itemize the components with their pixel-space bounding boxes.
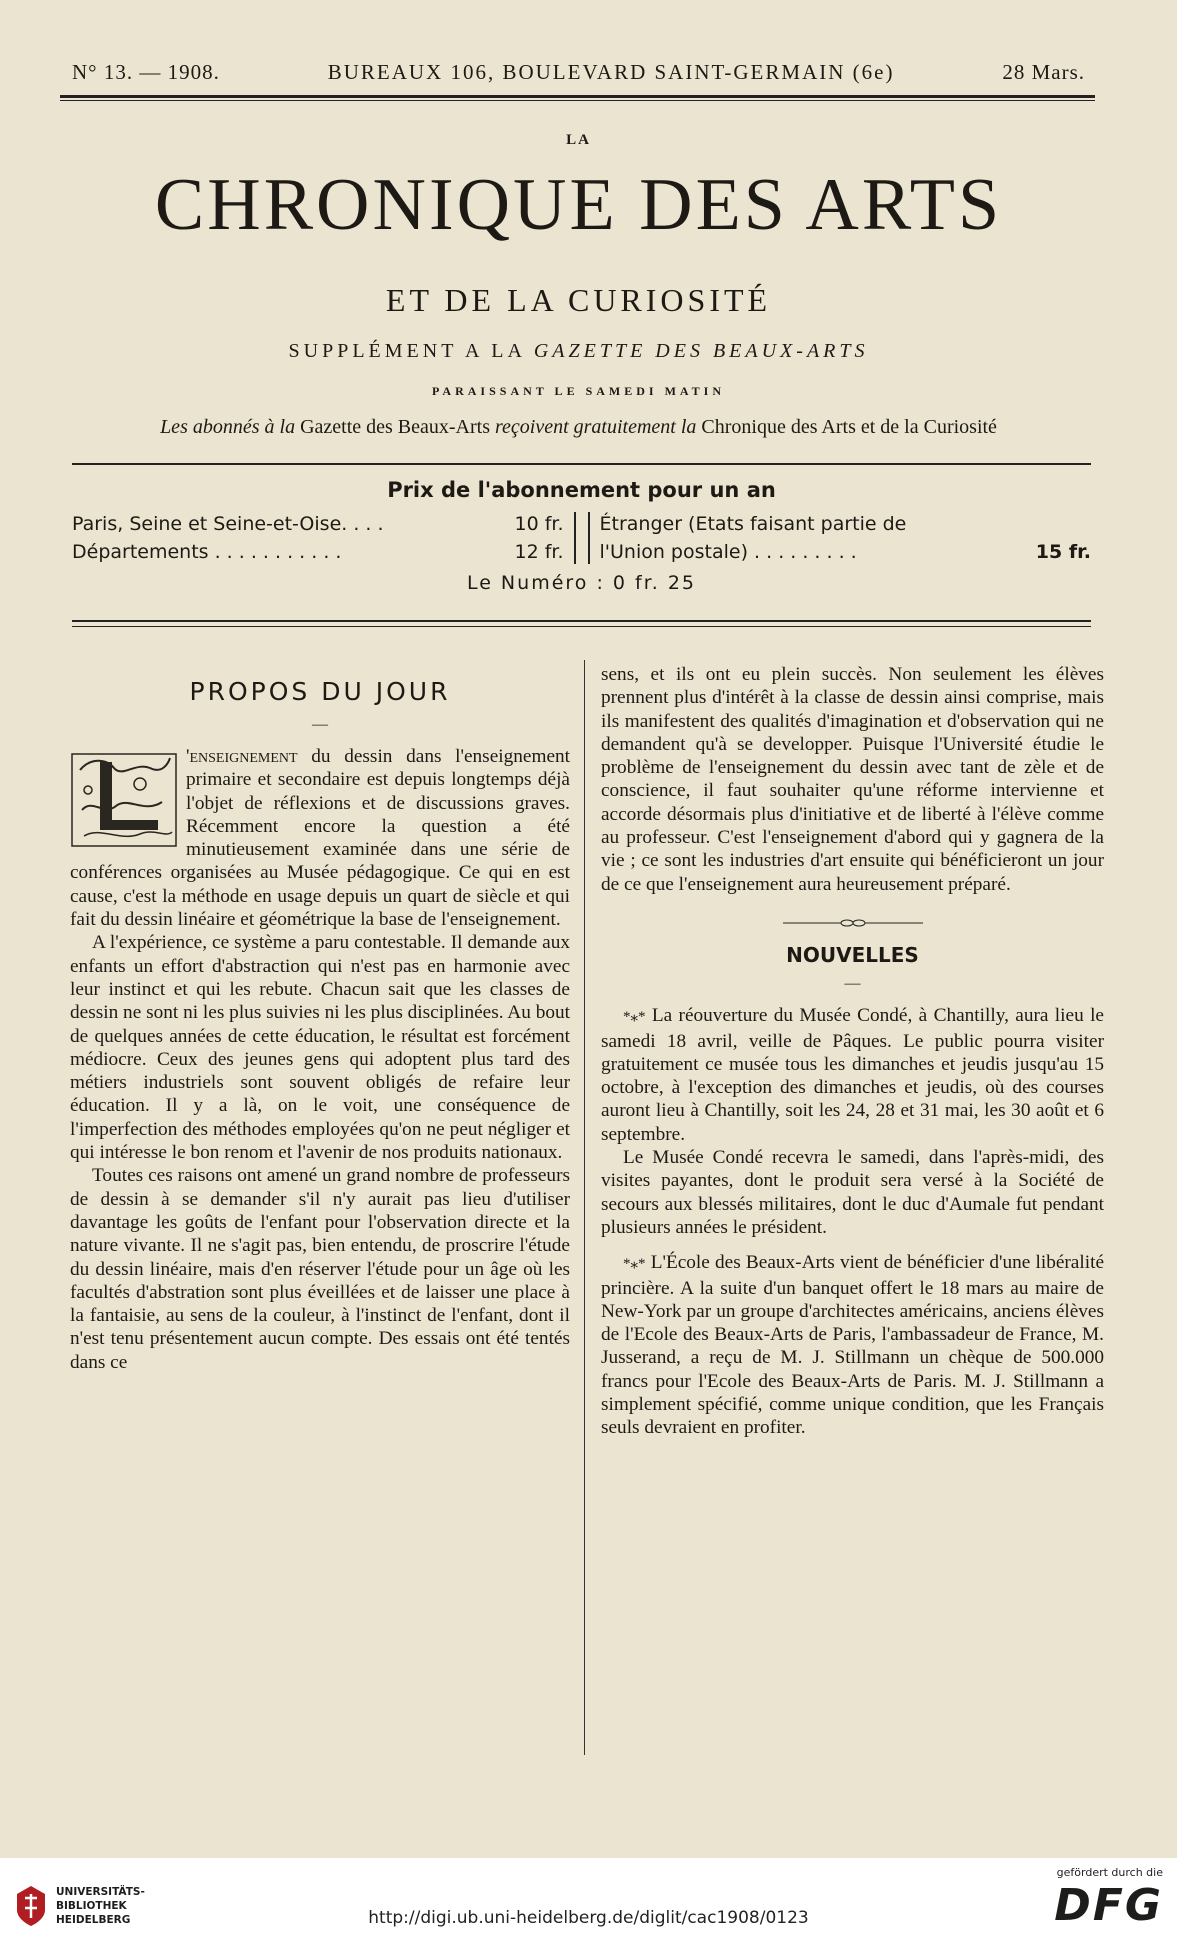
price-value-etranger: 15 fr. (1035, 541, 1091, 563)
propos-title: PROPOS DU JOUR (189, 677, 451, 706)
price-label-paris: Paris, Seine et Seine-et-Oise. . . . (72, 513, 384, 535)
issue-header (72, 60, 1085, 85)
section-separator-ornament (601, 912, 1104, 924)
price-label-etranger-2: l'Union postale) . . . . . . . . . (599, 541, 857, 563)
library-name-line-2: BIBLIOTHEK (56, 1900, 127, 1912)
subscription-heading: Prix de l'abonnement pour un an (387, 478, 776, 502)
nouvelles-title-dash: — (844, 975, 861, 993)
dfg-logo[interactable] (1023, 1866, 1163, 1933)
propos-lead-word: 'enseignement (186, 746, 298, 767)
asterism-2: *⁎* (623, 1256, 646, 1273)
bureaux-address: BUREAUX 106, BOULEVARD SAINT-GERMAIN (6e) (327, 60, 895, 84)
library-name-line-3: HEIDELBERG (56, 1914, 131, 1926)
publication-schedule: PARAISSANT LE SAMEDI MATIN (431, 384, 726, 398)
subscribers-note-part-4: Chronique des Arts et de la Curiosité (701, 416, 997, 438)
left-column (70, 663, 570, 1374)
price-row-paris (72, 510, 564, 538)
supplement-gazette: GAZETTE DES BEAUX-ARTS (533, 340, 869, 362)
subscription-box (72, 478, 1091, 594)
propos-p4: sens, et ils ont eu plein succès. Non seulement les élèves prennent plus d'intérêt à la classe de dessin ainsi comprise, mais ils manifestent des qualités d'imagination et d'observation qui ne demandent qu'à se developper. Puisque l'Université étudie le problème de l'enseignement du dessin avec tant de zèle et de conscience, il faut souhaiter qu'une réforme intervienne et accorde désormais plus d'initiative et de liberté à l'élève comme au professeur. C'est l'enseignement d'abord qui y gagnera de la vie ; ce sont les industries d'art ensuite qui bénéficieront un jour de ce que l'enseignement aura heureusement préparé. (601, 664, 1104, 895)
nouvelle-2-text: L'École des Beaux-Arts vient de bénéficier d'une libéralité princière. A la suite d'un banquet offert le 18 mars au maire de New-York par un groupe d'architectes américains, anciens élèves de l'Ecole des Beaux-Arts de Paris, l'ambassadeur de France, M. Jusserand, a reçu de M. J. Stillmann un chèque de 500.000 francs pour l'Ecole des Beaux-Arts de Paris. M. J. Stillmann a simplement spécifié, comme unique condition, que les Français seuls devraient en profiter. (601, 1252, 1104, 1439)
price-value-departements: 12 fr. (514, 541, 564, 563)
double-bar-divider (574, 512, 590, 564)
subscribers-note-part-2: Gazette des Beaux-Arts (300, 416, 490, 438)
propos-p1-text: du dessin dans l'enseignement primaire et secondaire est depuis longtemps déjà l'objet de réflexions et de discussions graves. Récemment encore la question a été minutieusement examinée dans une série de conférences organisées au Musée pédagogique. Ce qui en est cause, c'est la méthode en usage depuis un quart de siècle et qui fait du dessin linéaire et géométrique la base de l'enseignement. (70, 746, 570, 931)
subscription-prices (72, 510, 1091, 566)
header-rule-thin (60, 100, 1095, 101)
digitization-footer (0, 1858, 1177, 1950)
issue-date: 28 Mars. (1002, 60, 1085, 84)
price-label-etranger-1: Étranger (Etats faisant partie de (599, 513, 907, 535)
subscribers-note (60, 416, 1097, 439)
ornamental-dropcap-l-icon (70, 750, 178, 850)
propos-first-paragraph (70, 745, 570, 931)
propos-p2: A l'expérience, ce système a paru contestable. Il demande aux enfants un effort d'abstraction qui n'est pas en harmonie avec leur instinct et qui les rebute. Chacun sait que les classes de dessin ne sont ni les plus suivies ni les plus disciplinées. Au bout de quelques années de cette éducation, le résultat est forcément médiocre. Ceux des jeunes gens qui adoptent plus tard des métiers industriels sont souvent obligés de refaire leur éducation. Il y a là, on le voit, une conséquence de l'imperfection des méthodes employées qu'on ne peut négliger et qui intéresse le bon renom et l'avenir de nos produits nationaux. (70, 932, 570, 1164)
price-label-departements: Départements . . . . . . . . . . . (72, 541, 342, 563)
masthead-article: LA (566, 132, 591, 148)
nouvelle-1-text: La réouverture du Musée Condé, à Chantilly, aura lieu le samedi 18 avril, veille de Pâques. Le public pourra visiter gratuitement ce musée tous les dimanches et jeudis jusqu'au 15 octobre, à l'exception des dimanches et jeudis, où des courses auront lieu à Chantilly, soit les 24, 28 et 31 mai, les 30 août et 6 septembre. (601, 1005, 1104, 1145)
price-row-etranger-1 (600, 510, 1092, 538)
supplement-prefix: SUPPLÉMENT A LA (288, 340, 525, 362)
nouvelle-1-continued: Le Musée Condé recevra le samedi, dans l'après-midi, des visites payantes, dont le produit sera versé à la Société de secours aux blessés militaires, dont le duc d'Aumale fut pendant plusieurs années le président. (601, 1147, 1104, 1238)
issue-number: N° 13. — 1908. (72, 60, 220, 84)
masthead-title: CHRONIQUE DES ARTS (154, 164, 1003, 246)
nouvelle-2 (601, 1251, 1104, 1439)
permalink-url[interactable]: http://digi.ub.uni-heidelberg.de/diglit/cac1908/0123 (368, 1908, 809, 1928)
foreign-prices (600, 510, 1092, 566)
price-row-etranger-2 (600, 538, 1092, 566)
flourish-divider-icon (783, 917, 923, 929)
library-name-line-1: UNIVERSITÄTS- (56, 1886, 145, 1898)
header-rule (60, 95, 1095, 98)
propos-p3: Toutes ces raisons ont amené un grand nombre de professeurs de dessin à se demander s'il n'y aurait pas lieu d'utiliser davantage les goûts de l'enfant pour l'observation directe et la nature vivante. Il ne s'agit pas, bien entendu, de proscrire l'étude du dessin linéaire, mais d'en réserver l'étude pour un âge où les facultés d'abstration sont plus éveillées et de laisser une place à la fantaisie, au sens de la couleur, à l'instinct de l'enfant, dont il n'est tenu présentement aucun compte. Des essais ont été tentés dans ce (70, 1165, 570, 1373)
subscription-bottom-rule-thin (72, 626, 1091, 627)
domestic-prices (72, 510, 564, 566)
subscription-bottom-rule (72, 620, 1091, 622)
right-column (601, 663, 1104, 1440)
nouvelle-1 (601, 1004, 1104, 1146)
single-issue-price: Le Numéro : 0 fr. 25 (466, 572, 697, 594)
supplement-line (60, 340, 1097, 363)
masthead-subtitle: ET DE LA CURIOSITÉ (385, 282, 772, 318)
price-row-departements (72, 538, 564, 566)
subscribers-note-part-1: Les abonnés à la (160, 416, 296, 438)
column-divider (584, 660, 585, 1755)
funding-note: gefördert durch die (1056, 1866, 1163, 1879)
asterism-1: *⁎* (623, 1009, 646, 1026)
nouvelles-title: NOUVELLES (786, 942, 919, 967)
subscription-top-rule (72, 463, 1091, 465)
propos-title-dash: — (312, 716, 328, 733)
subscribers-note-part-3: reçoivent gratuitement la (494, 416, 697, 438)
dfg-wordmark: DFG (1054, 1880, 1163, 1931)
price-value-paris: 10 fr. (514, 513, 564, 535)
